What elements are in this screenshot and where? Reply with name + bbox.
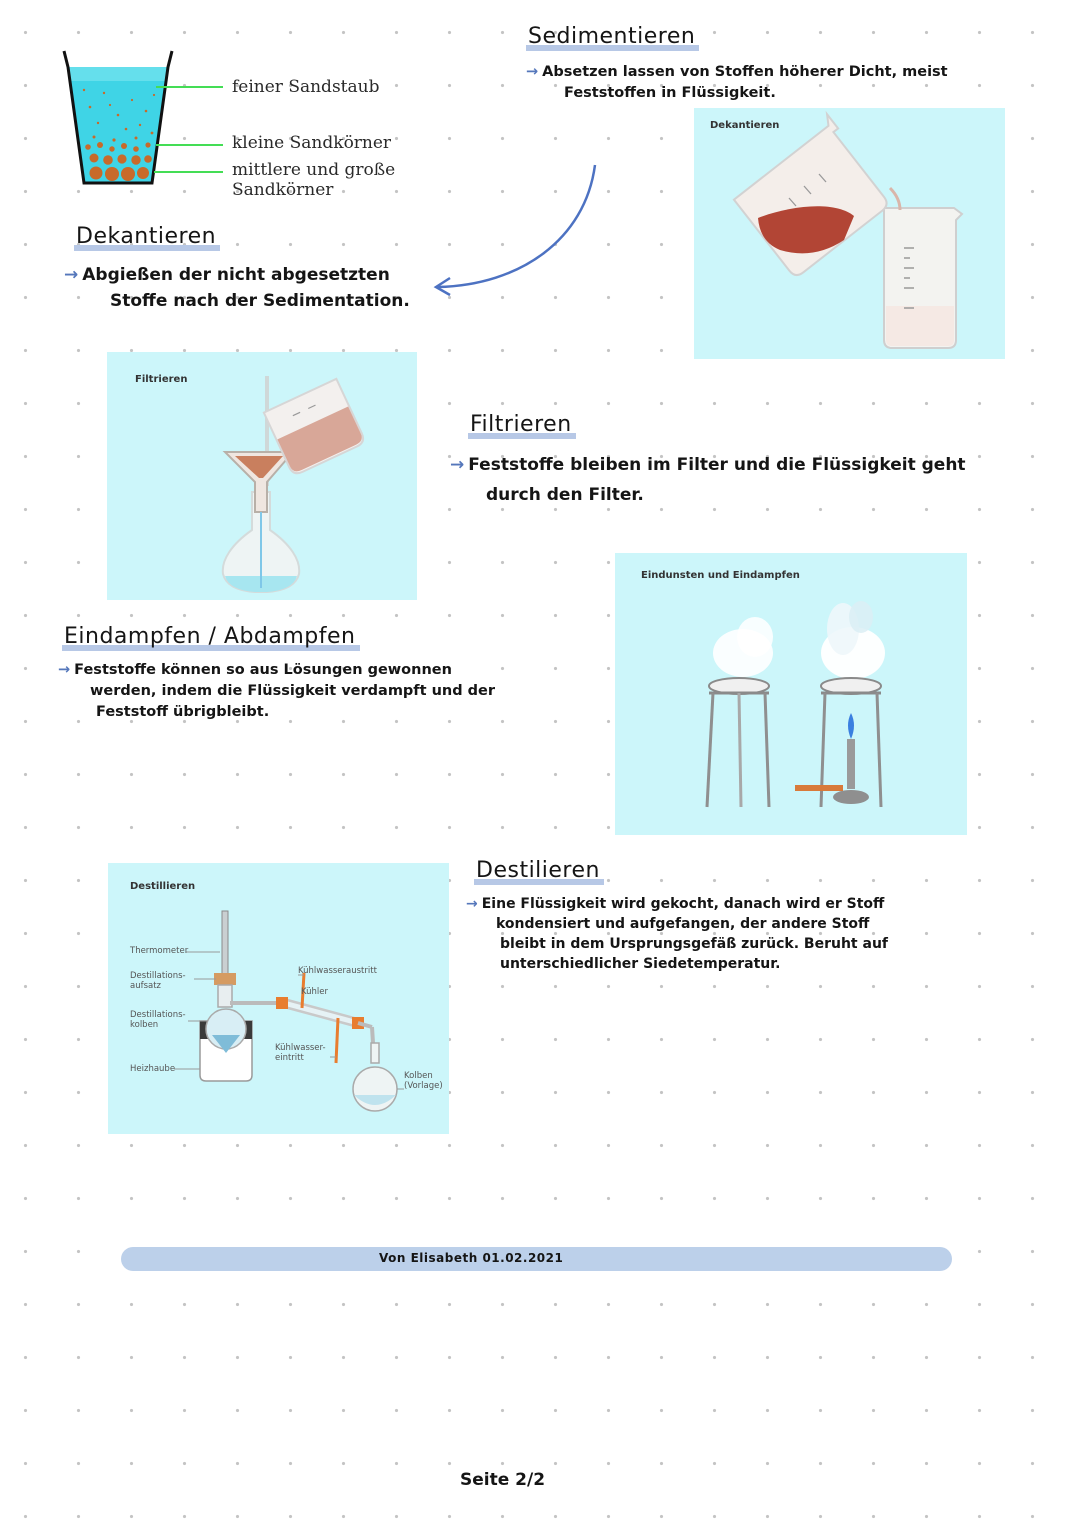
filtrieren-text <box>450 452 1030 508</box>
dekantieren-line1: Abgießen der nicht abgesetzten <box>82 265 390 285</box>
label-destillationsaufsatz-line2: aufsatz <box>130 981 162 991</box>
label-destillationsaufsatz-line1: Destillations- <box>130 971 186 981</box>
figure-dekantieren <box>694 108 1005 359</box>
figure-title-destillieren: Destillieren <box>130 881 196 892</box>
arrow-icon: → <box>526 64 539 80</box>
destilieren-line2: kondensiert und aufgefangen, der andere Stoff <box>496 916 870 932</box>
heading-eindampfen: Eindampfen / Abdampfen <box>62 624 360 651</box>
footer-author: Von Elisabeth 01.02.2021 <box>379 1251 564 1265</box>
label-feiner-sandstaub: feiner Sandstaub <box>232 77 380 97</box>
eindampfen-text <box>58 660 558 723</box>
arrow-icon: → <box>58 662 71 678</box>
destilieren-text <box>466 894 1006 974</box>
arrow-icon: → <box>64 265 79 285</box>
figure-eindunsten <box>615 553 967 835</box>
arrow-icon: → <box>466 896 478 912</box>
dekantieren-illustration <box>694 108 1005 359</box>
label-kolben-vorlage-line2: (Vorlage) <box>404 1081 443 1091</box>
label-destillationskolben-line2: kolben <box>130 1020 159 1030</box>
label-kuehlwassereintritt-line1: Kühlwasser- <box>275 1043 326 1053</box>
filtrieren-line2: durch den Filter. <box>486 485 644 505</box>
filtrieren-illustration <box>107 352 417 600</box>
label-kuehlwassereintritt <box>275 1043 326 1063</box>
destilieren-line4: unterschiedlicher Siedetemperatur. <box>500 956 781 972</box>
eindampfen-line1: Feststoffe können so aus Lösungen gewonnen <box>74 662 452 678</box>
label-destillationskolben <box>130 1010 186 1030</box>
heading-filtrieren: Filtrieren <box>468 412 576 439</box>
figure-destillieren <box>108 863 449 1134</box>
destillieren-illustration <box>108 863 449 1134</box>
dekantieren-line2: Stoffe nach der Sedimentation. <box>110 291 410 311</box>
label-kuehler: Kühler <box>301 987 329 997</box>
figure-filtrieren <box>107 352 417 600</box>
label-destillationsaufsatz <box>130 971 186 991</box>
label-kuehlwassereintritt-line2: eintritt <box>275 1053 304 1063</box>
eindunsten-illustration <box>615 553 967 835</box>
filtrieren-line1: Feststoffe bleiben im Filter und die Flüssigkeit geht <box>468 455 966 475</box>
destilieren-line3: bleibt in dem Ursprungsgefäß zurück. Beruht auf <box>500 936 889 952</box>
heading-sedimentieren: Sedimentieren <box>526 24 699 51</box>
label-grosse-sandkoerner: mittlere und große Sandkörner <box>232 160 396 200</box>
label-destillationskolben-line1: Destillations- <box>130 1010 186 1020</box>
label-kolben-vorlage-line1: Kolben <box>404 1071 433 1081</box>
heading-destilieren: Destilieren <box>474 858 604 885</box>
label-kuehlwasseraustritt: Kühlwasseraustritt <box>298 966 377 976</box>
footer-bar <box>121 1247 952 1271</box>
destilieren-line1: Eine Flüssigkeit wird gekocht, danach wird er Stoff <box>481 896 885 912</box>
label-kleine-sandkoerner: kleine Sandkörner <box>232 133 392 153</box>
sedimentieren-line1: Absetzen lassen von Stoffen höherer Dicht, meist <box>542 64 948 80</box>
figure-title-eindunsten: Eindunsten und Eindampfen <box>641 570 800 581</box>
label-thermometer: Thermometer <box>130 946 189 956</box>
eindampfen-line2: werden, indem die Flüssigkeit verdampft und der <box>90 683 496 699</box>
connector-arrow <box>420 160 620 300</box>
sedimentieren-line2: Feststoffen in Flüssigkeit. <box>564 85 776 101</box>
sedimentieren-text <box>526 62 1046 104</box>
heading-dekantieren: Dekantieren <box>74 224 220 251</box>
figure-title-filtrieren: Filtrieren <box>135 374 188 385</box>
label-kolben-vorlage <box>404 1071 443 1091</box>
eindampfen-line3: Feststoff übrigbleibt. <box>96 704 270 720</box>
label-heizhaube: Heizhaube <box>130 1064 176 1074</box>
arrow-icon: → <box>450 455 465 475</box>
page-number: Seite 2/2 <box>460 1470 546 1490</box>
dekantieren-text <box>64 262 424 314</box>
figure-title-dekantieren: Dekantieren <box>710 120 780 131</box>
